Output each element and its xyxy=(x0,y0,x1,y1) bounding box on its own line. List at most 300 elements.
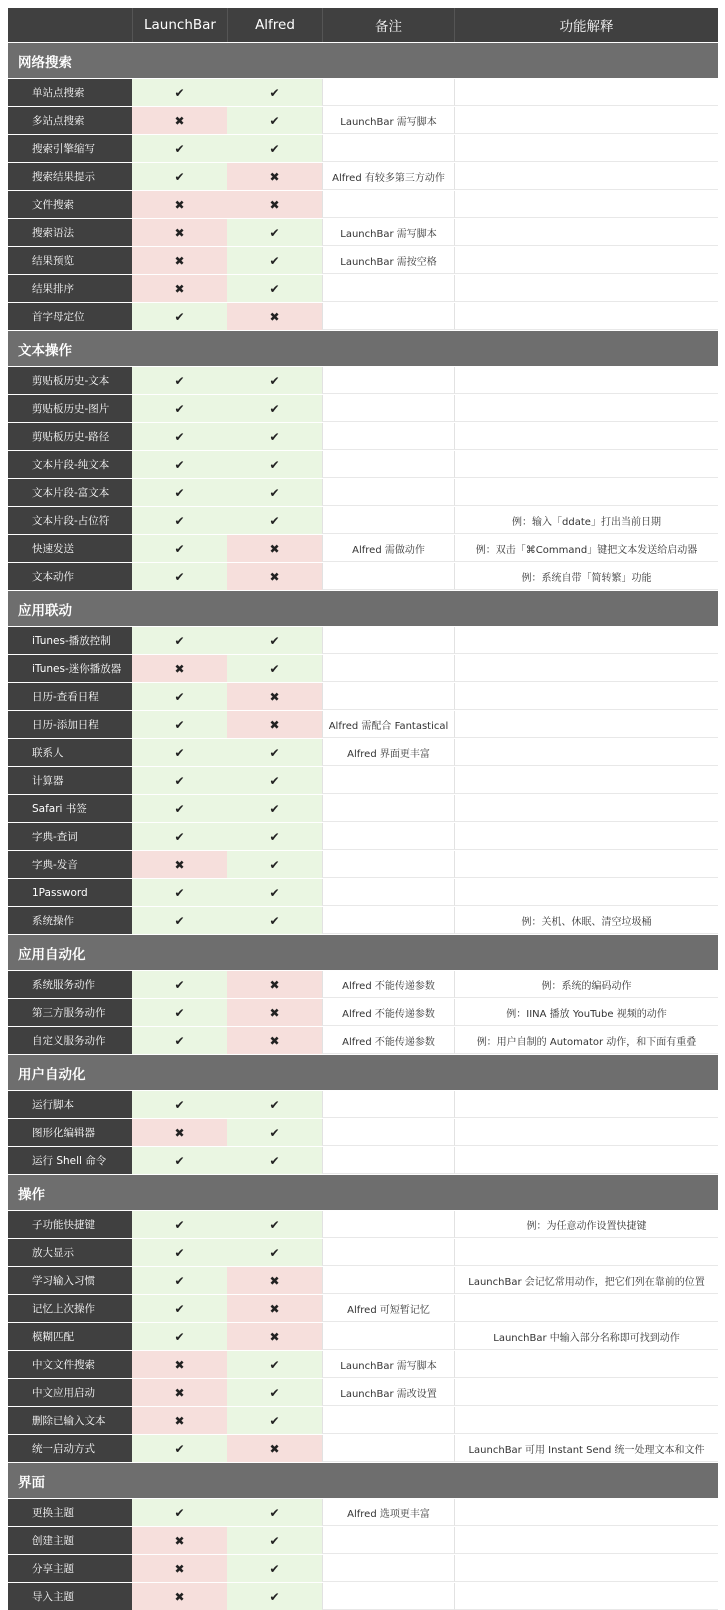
alfred-support-cell xyxy=(227,999,322,1026)
check-icon: ✔ xyxy=(269,1561,280,1576)
cross-icon: ✖ xyxy=(269,1329,280,1344)
note-cell xyxy=(322,479,454,506)
check-icon: ✔ xyxy=(269,1505,280,1520)
feature-name: Safari 书签 xyxy=(8,795,132,822)
launchbar-support-cell xyxy=(132,683,227,710)
note-cell xyxy=(322,79,454,106)
explanation-cell xyxy=(454,79,718,106)
feature-name: 结果排序 xyxy=(8,275,132,302)
explanation-cell: 例：双击「⌘Command」键把文本发送给启动器 xyxy=(454,535,718,562)
section-header: 网络搜索 xyxy=(8,43,718,78)
explanation-cell xyxy=(454,479,718,506)
launchbar-support-cell xyxy=(132,1267,227,1294)
note-cell xyxy=(322,1119,454,1146)
check-icon: ✔ xyxy=(269,1413,280,1428)
alfred-support-cell xyxy=(227,1555,322,1582)
cross-icon: ✖ xyxy=(174,1357,185,1372)
check-icon: ✔ xyxy=(174,829,185,844)
launchbar-support-cell xyxy=(132,1027,227,1054)
launchbar-support-cell xyxy=(132,1351,227,1378)
explanation-cell: LaunchBar 会记忆常用动作，把它们列在靠前的位置 xyxy=(454,1267,718,1294)
feature-name: 图形化编辑器 xyxy=(8,1119,132,1146)
header-launchbar: LaunchBar xyxy=(132,8,227,42)
section-header: 文本操作 xyxy=(8,331,718,366)
check-icon: ✔ xyxy=(174,541,185,556)
note-cell xyxy=(322,823,454,850)
check-icon: ✔ xyxy=(174,717,185,732)
explanation-cell xyxy=(454,1527,718,1554)
feature-name: 统一启动方式 xyxy=(8,1435,132,1462)
explanation-cell xyxy=(454,163,718,190)
launchbar-support-cell xyxy=(132,451,227,478)
launchbar-support-cell xyxy=(132,1295,227,1322)
launchbar-support-cell xyxy=(132,1527,227,1554)
check-icon: ✔ xyxy=(269,1245,280,1260)
launchbar-support-cell xyxy=(132,1555,227,1582)
check-icon: ✔ xyxy=(174,745,185,760)
cross-icon: ✖ xyxy=(269,977,280,992)
note-cell xyxy=(322,1583,454,1610)
note-cell xyxy=(322,851,454,878)
check-icon: ✔ xyxy=(174,429,185,444)
explanation-cell xyxy=(454,1147,718,1174)
feature-name: 多站点搜索 xyxy=(8,107,132,134)
explanation-cell xyxy=(454,191,718,218)
note-cell xyxy=(322,1527,454,1554)
cross-icon: ✖ xyxy=(269,717,280,732)
alfred-support-cell xyxy=(227,1351,322,1378)
feature-name: 第三方服务动作 xyxy=(8,999,132,1026)
section-header: 操作 xyxy=(8,1175,718,1210)
explanation-cell xyxy=(454,303,718,330)
note-cell xyxy=(322,627,454,654)
explanation-cell xyxy=(454,451,718,478)
note-cell xyxy=(322,767,454,794)
check-icon: ✔ xyxy=(174,1097,185,1112)
alfred-support-cell xyxy=(227,1379,322,1406)
note-cell xyxy=(322,451,454,478)
explanation-cell xyxy=(454,1351,718,1378)
launchbar-support-cell xyxy=(132,247,227,274)
explanation-cell: 例：为任意动作设置快捷键 xyxy=(454,1211,718,1238)
launchbar-support-cell xyxy=(132,219,227,246)
section-header: 界面 xyxy=(8,1463,718,1498)
note-cell: Alfred 可短暂记忆 xyxy=(322,1295,454,1322)
check-icon: ✔ xyxy=(174,773,185,788)
note-cell: Alfred 不能传递参数 xyxy=(322,999,454,1026)
note-cell xyxy=(322,1555,454,1582)
check-icon: ✔ xyxy=(269,141,280,156)
cross-icon: ✖ xyxy=(174,281,185,296)
cross-icon: ✖ xyxy=(174,1589,185,1604)
cross-icon: ✖ xyxy=(174,661,185,676)
launchbar-support-cell xyxy=(132,535,227,562)
header-explanation: 功能解释 xyxy=(454,8,718,42)
header-corner xyxy=(8,8,132,42)
feature-name: 模糊匹配 xyxy=(8,1323,132,1350)
alfred-support-cell xyxy=(227,1027,322,1054)
explanation-cell: 例：系统的编码动作 xyxy=(454,971,718,998)
explanation-cell xyxy=(454,219,718,246)
feature-name: 学习输入习惯 xyxy=(8,1267,132,1294)
check-icon: ✔ xyxy=(269,513,280,528)
feature-name: 中文文件搜索 xyxy=(8,1351,132,1378)
alfred-support-cell xyxy=(227,163,322,190)
launchbar-support-cell xyxy=(132,563,227,590)
check-icon: ✔ xyxy=(174,457,185,472)
alfred-support-cell xyxy=(227,823,322,850)
check-icon: ✔ xyxy=(269,1533,280,1548)
check-icon: ✔ xyxy=(269,633,280,648)
launchbar-support-cell xyxy=(132,823,227,850)
check-icon: ✔ xyxy=(269,745,280,760)
explanation-cell xyxy=(454,1407,718,1434)
alfred-support-cell xyxy=(227,107,322,134)
launchbar-support-cell xyxy=(132,1091,227,1118)
alfred-support-cell xyxy=(227,563,322,590)
alfred-support-cell xyxy=(227,1211,322,1238)
note-cell xyxy=(322,1323,454,1350)
header-notes: 备注 xyxy=(322,8,454,42)
launchbar-support-cell xyxy=(132,999,227,1026)
launchbar-support-cell xyxy=(132,879,227,906)
launchbar-support-cell xyxy=(132,711,227,738)
feature-name: 日历-添加日程 xyxy=(8,711,132,738)
launchbar-support-cell xyxy=(132,135,227,162)
feature-name: 结果预览 xyxy=(8,247,132,274)
explanation-cell xyxy=(454,1239,718,1266)
check-icon: ✔ xyxy=(174,513,185,528)
note-cell: LaunchBar 需写脚本 xyxy=(322,1351,454,1378)
launchbar-support-cell xyxy=(132,739,227,766)
cross-icon: ✖ xyxy=(269,1273,280,1288)
explanation-cell xyxy=(454,739,718,766)
feature-name: 删除已输入文本 xyxy=(8,1407,132,1434)
cross-icon: ✖ xyxy=(269,309,280,324)
feature-name: 快速发送 xyxy=(8,535,132,562)
feature-name: 剪贴板历史-图片 xyxy=(8,395,132,422)
launchbar-support-cell xyxy=(132,1379,227,1406)
feature-name: 字典-发音 xyxy=(8,851,132,878)
note-cell: LaunchBar 需写脚本 xyxy=(322,219,454,246)
check-icon: ✔ xyxy=(174,1217,185,1232)
alfred-support-cell xyxy=(227,1147,322,1174)
check-icon: ✔ xyxy=(269,281,280,296)
alfred-support-cell xyxy=(227,1435,322,1462)
feature-name: 搜索语法 xyxy=(8,219,132,246)
cross-icon: ✖ xyxy=(269,169,280,184)
feature-name: 导入主题 xyxy=(8,1583,132,1610)
feature-name: 文本片段-占位符 xyxy=(8,507,132,534)
check-icon: ✔ xyxy=(269,85,280,100)
note-cell xyxy=(322,303,454,330)
check-icon: ✔ xyxy=(174,885,185,900)
note-cell xyxy=(322,1211,454,1238)
alfred-support-cell xyxy=(227,655,322,682)
note-cell: Alfred 不能传递参数 xyxy=(322,971,454,998)
alfred-support-cell xyxy=(227,1295,322,1322)
check-icon: ✔ xyxy=(174,569,185,584)
check-icon: ✔ xyxy=(174,1033,185,1048)
feature-name: 剪贴板历史-路径 xyxy=(8,423,132,450)
alfred-support-cell xyxy=(227,1267,322,1294)
check-icon: ✔ xyxy=(174,1245,185,1260)
explanation-cell xyxy=(454,1583,718,1610)
check-icon: ✔ xyxy=(174,401,185,416)
alfred-support-cell xyxy=(227,535,322,562)
check-icon: ✔ xyxy=(174,141,185,156)
check-icon: ✔ xyxy=(174,1505,185,1520)
explanation-cell: 例：IINA 播放 YouTube 视频的动作 xyxy=(454,999,718,1026)
section-header: 应用自动化 xyxy=(8,935,718,970)
launchbar-support-cell xyxy=(132,423,227,450)
check-icon: ✔ xyxy=(269,1153,280,1168)
cross-icon: ✖ xyxy=(174,1561,185,1576)
feature-name: 1Password xyxy=(8,879,132,906)
launchbar-support-cell xyxy=(132,303,227,330)
explanation-cell xyxy=(454,683,718,710)
feature-name: 系统服务动作 xyxy=(8,971,132,998)
cross-icon: ✖ xyxy=(174,1533,185,1548)
feature-name: 首字母定位 xyxy=(8,303,132,330)
alfred-support-cell xyxy=(227,739,322,766)
feature-name: iTunes-迷你播放器 xyxy=(8,655,132,682)
alfred-support-cell xyxy=(227,971,322,998)
check-icon: ✔ xyxy=(269,401,280,416)
alfred-support-cell xyxy=(227,1527,322,1554)
check-icon: ✔ xyxy=(269,1125,280,1140)
alfred-support-cell xyxy=(227,795,322,822)
alfred-support-cell xyxy=(227,275,322,302)
check-icon: ✔ xyxy=(174,1301,185,1316)
launchbar-support-cell xyxy=(132,1407,227,1434)
launchbar-support-cell xyxy=(132,1435,227,1462)
alfred-support-cell xyxy=(227,303,322,330)
explanation-cell: 例：关机、休眠、清空垃圾桶 xyxy=(454,907,718,934)
launchbar-support-cell xyxy=(132,627,227,654)
launchbar-support-cell xyxy=(132,795,227,822)
feature-name: 联系人 xyxy=(8,739,132,766)
launchbar-support-cell xyxy=(132,1147,227,1174)
check-icon: ✔ xyxy=(174,169,185,184)
explanation-cell xyxy=(454,627,718,654)
launchbar-support-cell xyxy=(132,851,227,878)
explanation-cell xyxy=(454,275,718,302)
note-cell xyxy=(322,563,454,590)
launchbar-support-cell xyxy=(132,163,227,190)
launchbar-support-cell xyxy=(132,79,227,106)
note-cell xyxy=(322,683,454,710)
launchbar-support-cell xyxy=(132,275,227,302)
check-icon: ✔ xyxy=(174,309,185,324)
note-cell: Alfred 需配合 Fantastical xyxy=(322,711,454,738)
alfred-support-cell xyxy=(227,711,322,738)
launchbar-support-cell xyxy=(132,767,227,794)
explanation-cell xyxy=(454,655,718,682)
check-icon: ✔ xyxy=(174,373,185,388)
alfred-support-cell xyxy=(227,191,322,218)
check-icon: ✔ xyxy=(174,801,185,816)
feature-name: 自定义服务动作 xyxy=(8,1027,132,1054)
note-cell xyxy=(322,655,454,682)
cross-icon: ✖ xyxy=(269,569,280,584)
check-icon: ✔ xyxy=(174,1329,185,1344)
explanation-cell xyxy=(454,1555,718,1582)
explanation-cell xyxy=(454,395,718,422)
launchbar-support-cell xyxy=(132,1239,227,1266)
section-header: 应用联动 xyxy=(8,591,718,626)
check-icon: ✔ xyxy=(174,1005,185,1020)
note-cell xyxy=(322,1147,454,1174)
alfred-support-cell xyxy=(227,851,322,878)
check-icon: ✔ xyxy=(174,977,185,992)
alfred-support-cell xyxy=(227,423,322,450)
launchbar-support-cell xyxy=(132,479,227,506)
alfred-support-cell xyxy=(227,1239,322,1266)
explanation-cell xyxy=(454,1295,718,1322)
feature-name: 分享主题 xyxy=(8,1555,132,1582)
cross-icon: ✖ xyxy=(269,1033,280,1048)
feature-name: 更换主题 xyxy=(8,1499,132,1526)
explanation-cell xyxy=(454,135,718,162)
check-icon: ✔ xyxy=(269,429,280,444)
explanation-cell xyxy=(454,1119,718,1146)
check-icon: ✔ xyxy=(174,1441,185,1456)
note-cell xyxy=(322,275,454,302)
launchbar-support-cell xyxy=(132,1499,227,1526)
cross-icon: ✖ xyxy=(269,1301,280,1316)
alfred-support-cell xyxy=(227,627,322,654)
check-icon: ✔ xyxy=(269,885,280,900)
alfred-support-cell xyxy=(227,135,322,162)
note-cell xyxy=(322,1239,454,1266)
check-icon: ✔ xyxy=(269,661,280,676)
cross-icon: ✖ xyxy=(174,857,185,872)
check-icon: ✔ xyxy=(269,773,280,788)
launchbar-support-cell xyxy=(132,907,227,934)
check-icon: ✔ xyxy=(174,633,185,648)
explanation-cell: LaunchBar 中输入部分名称即可找到动作 xyxy=(454,1323,718,1350)
feature-name: 搜索结果提示 xyxy=(8,163,132,190)
alfred-support-cell xyxy=(227,395,322,422)
note-cell xyxy=(322,879,454,906)
check-icon: ✔ xyxy=(269,253,280,268)
launchbar-support-cell xyxy=(132,1323,227,1350)
comparison-table xyxy=(8,8,718,1610)
note-cell: Alfred 选项更丰富 xyxy=(322,1499,454,1526)
check-icon: ✔ xyxy=(269,1217,280,1232)
alfred-support-cell xyxy=(227,247,322,274)
explanation-cell xyxy=(454,247,718,274)
feature-name: 子功能快捷键 xyxy=(8,1211,132,1238)
check-icon: ✔ xyxy=(269,829,280,844)
launchbar-support-cell xyxy=(132,1211,227,1238)
note-cell: Alfred 界面更丰富 xyxy=(322,739,454,766)
launchbar-support-cell xyxy=(132,395,227,422)
note-cell xyxy=(322,395,454,422)
header-alfred: Alfred xyxy=(227,8,322,42)
explanation-cell xyxy=(454,711,718,738)
explanation-cell xyxy=(454,879,718,906)
cross-icon: ✖ xyxy=(269,1441,280,1456)
check-icon: ✔ xyxy=(269,457,280,472)
note-cell xyxy=(322,1267,454,1294)
launchbar-support-cell xyxy=(132,971,227,998)
alfred-support-cell xyxy=(227,367,322,394)
cross-icon: ✖ xyxy=(269,541,280,556)
check-icon: ✔ xyxy=(269,857,280,872)
note-cell xyxy=(322,1435,454,1462)
check-icon: ✔ xyxy=(174,689,185,704)
alfred-support-cell xyxy=(227,507,322,534)
feature-name: 放大显示 xyxy=(8,1239,132,1266)
alfred-support-cell xyxy=(227,907,322,934)
alfred-support-cell xyxy=(227,219,322,246)
note-cell xyxy=(322,367,454,394)
cross-icon: ✖ xyxy=(269,197,280,212)
explanation-cell xyxy=(454,423,718,450)
launchbar-support-cell xyxy=(132,655,227,682)
cross-icon: ✖ xyxy=(174,113,185,128)
check-icon: ✔ xyxy=(269,225,280,240)
check-icon: ✔ xyxy=(269,1385,280,1400)
feature-name: 运行 Shell 命令 xyxy=(8,1147,132,1174)
check-icon: ✔ xyxy=(174,85,185,100)
note-cell xyxy=(322,1407,454,1434)
note-cell xyxy=(322,1091,454,1118)
explanation-cell xyxy=(454,107,718,134)
alfred-support-cell xyxy=(227,1499,322,1526)
cross-icon: ✖ xyxy=(174,1413,185,1428)
note-cell xyxy=(322,907,454,934)
alfred-support-cell xyxy=(227,1323,322,1350)
explanation-cell xyxy=(454,1379,718,1406)
launchbar-support-cell xyxy=(132,507,227,534)
feature-name: iTunes-播放控制 xyxy=(8,627,132,654)
note-cell xyxy=(322,135,454,162)
cross-icon: ✖ xyxy=(174,1385,185,1400)
feature-name: 中文应用启动 xyxy=(8,1379,132,1406)
note-cell xyxy=(322,191,454,218)
explanation-cell xyxy=(454,1499,718,1526)
cross-icon: ✖ xyxy=(174,225,185,240)
note-cell: LaunchBar 需写脚本 xyxy=(322,107,454,134)
feature-name: 文本片段-纯文本 xyxy=(8,451,132,478)
note-cell: Alfred 有较多第三方动作 xyxy=(322,163,454,190)
launchbar-support-cell xyxy=(132,1583,227,1610)
feature-name: 系统操作 xyxy=(8,907,132,934)
check-icon: ✔ xyxy=(269,373,280,388)
note-cell xyxy=(322,507,454,534)
note-cell: LaunchBar 需改设置 xyxy=(322,1379,454,1406)
section-header: 用户自动化 xyxy=(8,1055,718,1090)
note-cell: LaunchBar 需按空格 xyxy=(322,247,454,274)
explanation-cell xyxy=(454,367,718,394)
feature-name: 记忆上次操作 xyxy=(8,1295,132,1322)
explanation-cell xyxy=(454,795,718,822)
alfred-support-cell xyxy=(227,451,322,478)
check-icon: ✔ xyxy=(269,1097,280,1112)
explanation-cell: LaunchBar 可用 Instant Send 统一处理文本和文件 xyxy=(454,1435,718,1462)
feature-name: 运行脚本 xyxy=(8,1091,132,1118)
explanation-cell xyxy=(454,1091,718,1118)
cross-icon: ✖ xyxy=(269,1005,280,1020)
alfred-support-cell xyxy=(227,1119,322,1146)
check-icon: ✔ xyxy=(269,1589,280,1604)
alfred-support-cell xyxy=(227,1091,322,1118)
launchbar-support-cell xyxy=(132,1119,227,1146)
explanation-cell: 例：系统自带「简转繁」功能 xyxy=(454,563,718,590)
